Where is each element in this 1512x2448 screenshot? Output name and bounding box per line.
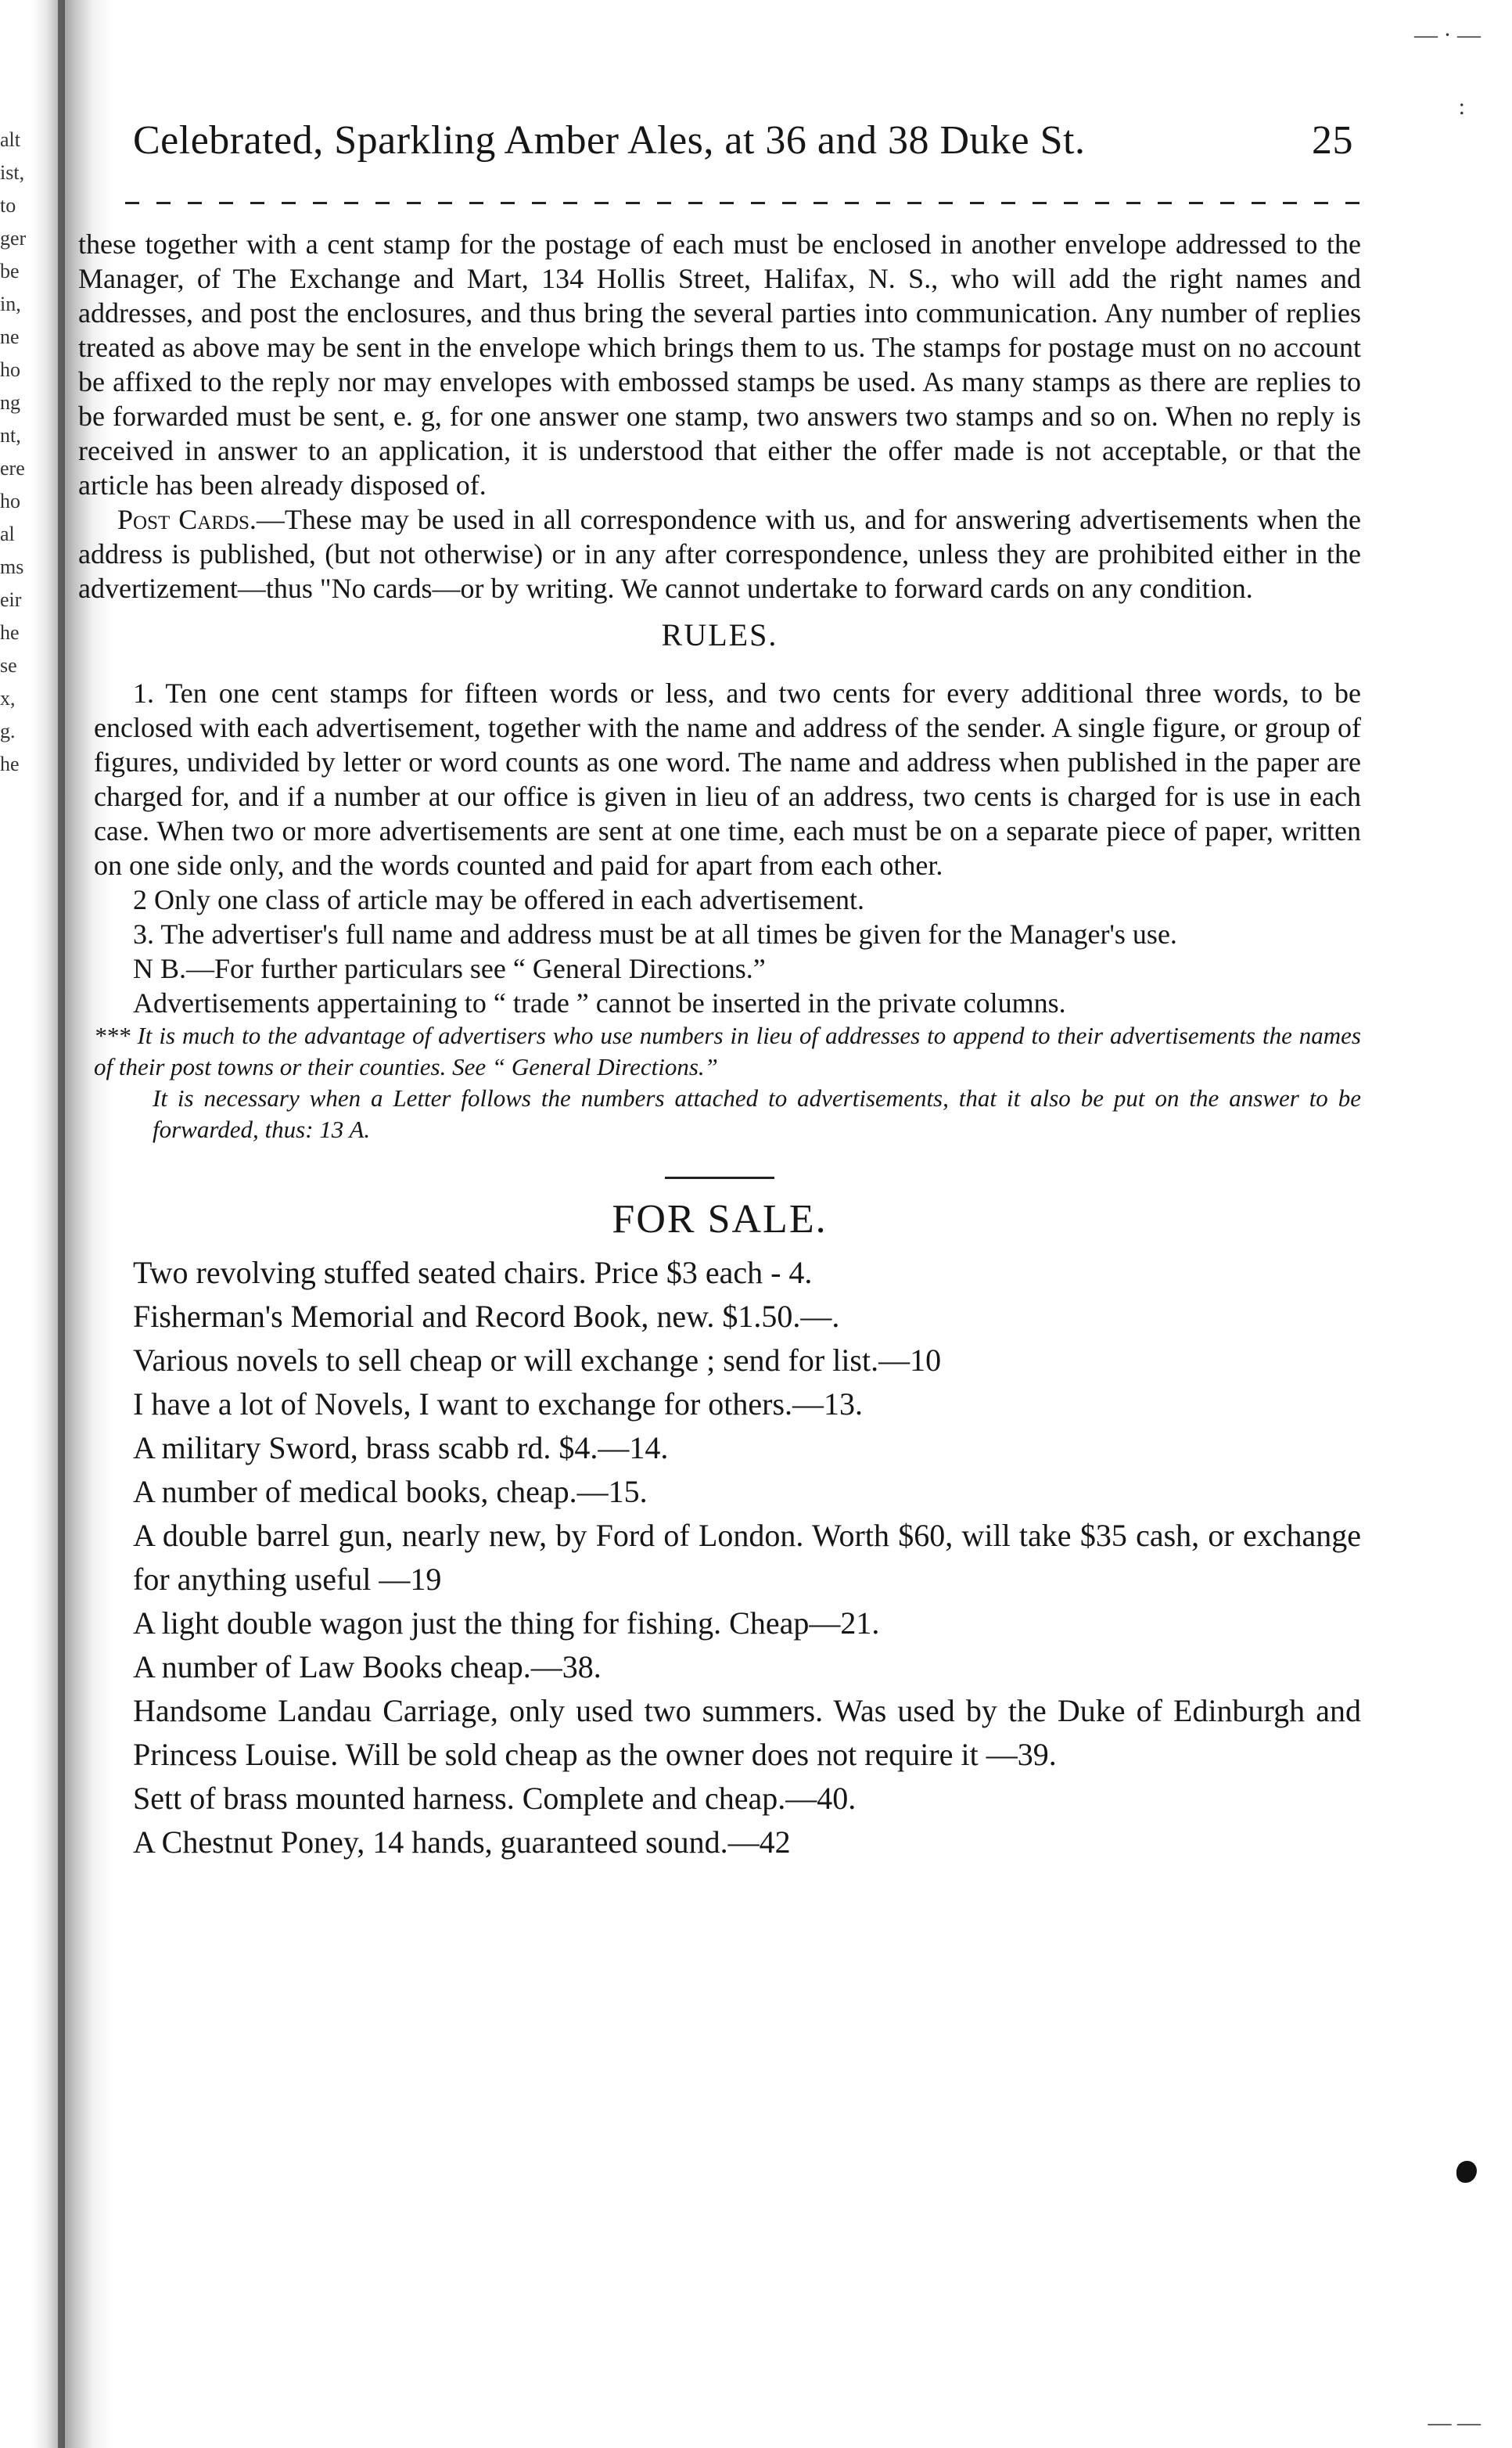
corner-mark: — — [1428,2410,1481,2435]
margin-fragment: ng [0,391,20,414]
sale-item: Various novels to sell cheap or will exchange ; send for list.—10 [133,1343,942,1378]
page-number: 25 [1312,118,1353,163]
sale-item: A light double wagon just the thing for fishing. Cheap—21. [133,1605,880,1641]
rules-list [78,676,1361,1145]
margin-fragment: ger [0,227,27,250]
for-sale-list [78,1251,1361,1864]
sale-item: I have a lot of Novels, I want to exchange for others.—13. [133,1386,864,1422]
intro-paragraph: these together with a cent stamp for the postage of each must be enclosed in another envelope addressed to the Manager, of The Exchange and Mart, 134 Hollis Street, Halifax, N. S., who will add the right names and addresses, and post the enclosures, and thus bring the several parties into communication. Any number of replies treated as above may be sent in the envelope which brings them to us. The stamps for postage must on no account be affixed to the reply nor may envelopes with embossed stamps be used. As many stamps as there are replies to be forwarded must be sent, e. g, for one answer one stamp, two answers two stamps and so on. When no reply is received in answer to an application, it is understood that either the offer made is not acceptable, or that the article has been already disposed of. [78,228,1361,501]
rule-item: 2 Only one class of article may be offered in each advertisement. [133,884,864,915]
sale-item: Fisherman's Memorial and Record Book, new. $1.50.—. [133,1299,840,1334]
rules-note-letter: It is necessary when a Letter follows the numbers attached to advertisements, that it also be put on the answer to be forwarded, thus: 13 A. [153,1084,1361,1143]
postcards-label: Post Cards. [117,504,257,535]
margin-fragment: se [0,654,17,677]
rule-item: N B.—For further particulars see “ General Directions.” [133,953,766,984]
rule-item: 3. The advertiser's full name and address must be at all times be given for the Manager's use. [133,918,1177,950]
left-margin-fragments [0,125,55,782]
margin-fragment: ist, [0,161,25,184]
rules-note-numbers: *** It is much to the advantage of advertisers who use numbers in lieu of addresses to append to their advertisements the names of their post towns or their counties. See “ General Directions.” [94,1022,1361,1080]
margin-fragment: al [0,523,15,545]
rule-item: Advertisements appertaining to “ trade ” cannot be inserted in the private columns. [133,987,1066,1019]
margin-fragment: nt, [0,424,21,447]
margin-fragment: in, [0,293,21,315]
sale-item: A Chestnut Poney, 14 hands, guaranteed sound.—42 [133,1824,791,1860]
margin-fragment: he [0,753,20,775]
margin-fragment: alt [0,128,20,151]
sale-item: Handsome Landau Carriage, only used two summers. Was used by the Duke of Edinburgh and Princess Louise. Will be sold cheap as the owner does not require it —39. [133,1693,1361,1772]
rule-item: 1. Ten one cent stamps for fifteen words or less, and two cents for every additional three words, to be enclosed with each advertisement, together with the name and address of the sender. A single figure, or group of figures, undivided by letter or word counts as one word. The name and address when published in the paper are charged for, and if a number at our office is given in lieu of an address, two cents is charged for is use in each case. When two or more advertisements are sent at one time, each must be on a separate piece of paper, written on one side only, and the words counted and paid for apart from each other. [94,678,1361,881]
margin-fragment: ho [0,358,20,381]
margin-fragment: be [0,260,20,282]
postcards-paragraph [78,502,1361,606]
margin-fragment: x, [0,687,16,710]
edge-mark: : [1458,94,1465,120]
margin-fragment: g. [0,720,16,742]
margin-fragment: eir [0,588,22,611]
corner-mark: — · — [1414,22,1481,48]
sale-item: Sett of brass mounted harness. Complete and cheap.—40. [133,1781,857,1816]
ink-blot [1456,2161,1477,2183]
sale-item: A double barrel gun, nearly new, by Ford of London. Worth $60, will take $35 cash, or exchange for anything useful —19 [133,1518,1361,1597]
margin-fragment: ere [0,457,25,480]
header-rule [125,202,1361,204]
page-header [133,117,1353,188]
sale-item: A military Sword, brass scabb rd. $4.—14. [133,1430,669,1465]
postcards-text: —These may be used in all correspondence with us, and for answering advertisements when the address is published, (but not otherwise) or in any after correspondence, unless they are prohibited either in the advertizement—thus "No cards—or by writing. We cannot undertake to forward cards on any condition. [78,504,1362,604]
margin-fragment: ms [0,555,24,578]
section-divider [665,1177,774,1179]
article-body [78,227,1361,1864]
margin-fragment: ho [0,490,20,512]
binding-edge [58,0,65,2448]
margin-fragment: he [0,621,20,644]
margin-fragment: to [0,194,16,217]
sale-item: A number of Law Books cheap.—38. [133,1649,602,1684]
for-sale-heading: FOR SALE. [612,1197,828,1242]
rules-heading: RULES. [661,617,778,652]
sale-item: Two revolving stuffed seated chairs. Price $3 each - 4. [133,1255,813,1290]
margin-fragment: ne [0,325,20,348]
running-title: Celebrated, Sparkling Amber Ales, at 36 and 38 Duke St. [133,118,1086,163]
sale-item: A number of medical books, cheap.—15. [133,1474,648,1509]
